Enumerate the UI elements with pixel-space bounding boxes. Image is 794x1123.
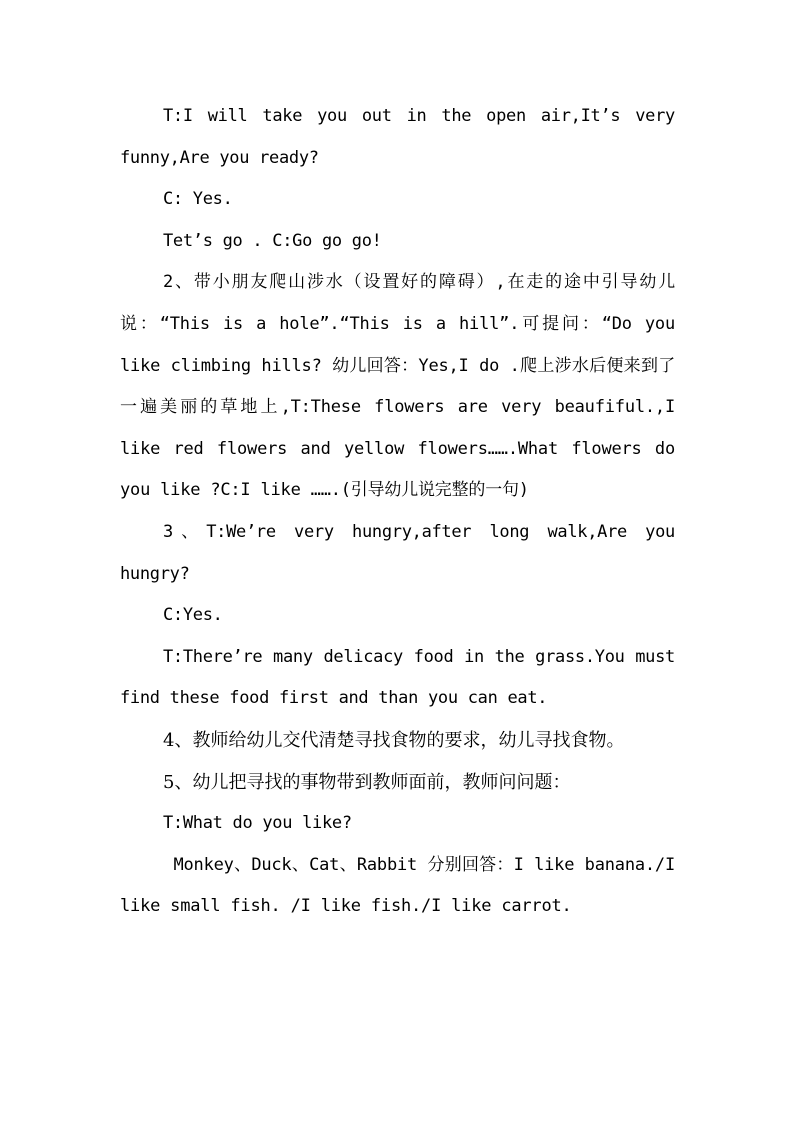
paragraph-teacher-intro: T:I will take you out in the open air,It’s very funny,Are you ready? <box>120 106 685 168</box>
paragraph-step-4: 4、教师给幼儿交代清楚寻找食物的要求，幼儿寻找食物。 <box>163 729 625 751</box>
paragraph-what-do-you-like: T:What do you like? <box>163 813 352 834</box>
paragraph-step-3: 3、T:We’re very hungry,after long walk,Are you hungry? <box>120 521 685 584</box>
paragraph-delicacy-food: T:There’re many delicacy food in the grass.You must find these food first and than you can eat. <box>120 646 685 709</box>
paragraph-child-yes-2: C:Yes. <box>163 605 223 626</box>
paragraph-lets-go: Tet’s go . C:Go go go! <box>163 230 382 251</box>
paragraph-step-5: 5、幼儿把寻找的事物带到教师面前，教师问问题： <box>163 771 571 793</box>
paragraph-step-2: 2、带小朋友爬山涉水（设置好的障碍）,在走的途中引导幼儿说：“This is a hole”.“This is a hill”.可提问：“Do you like climbing hills? 幼儿回答：Yes,I do .爬上涉水后便来到了一遍美丽的草地上,T:These flowers are very beaufiful.,I like red flowers and yellow flowers…….What flowers do you like ?C:I like …….(引导幼儿说完整的一句) <box>120 272 686 501</box>
paragraph-child-yes: C: Yes. <box>163 189 233 210</box>
paragraph-animal-answers: Monkey、Duck、Cat、Rabbit 分别回答：I like banana./I like small fish. /I like fish./I like carrot. <box>120 854 686 917</box>
document-page <box>120 96 686 928</box>
